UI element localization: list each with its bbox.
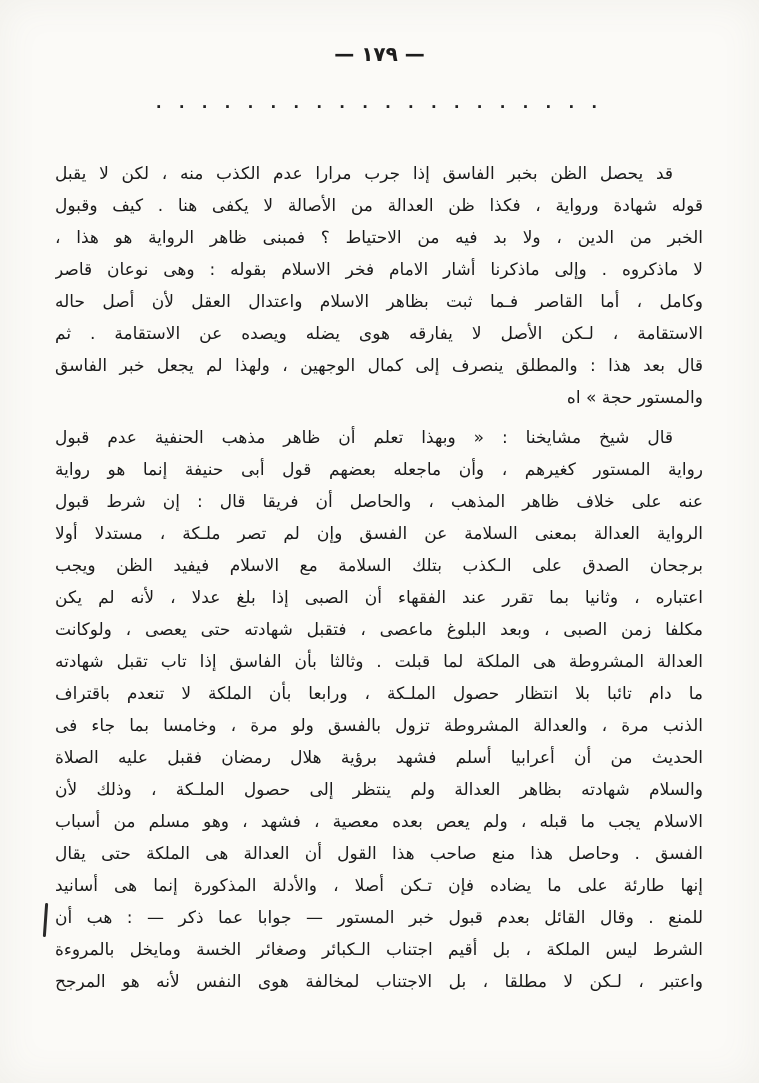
text-line: اعتباره ، وثانيا بما تقرر عند الفقهاء أن الصبى إذا بلغ عدلا ، لأنه لم يكن <box>55 588 703 608</box>
text-line: الرواية العدالة بمعنى السلامة عن الفسق وإن لم تصر ملـكة ، مستدلا أولا <box>55 524 703 544</box>
text-line: قال شيخ مشايخنا : « وبهذا تعلم أن ظاهر مذهب الحنفية عدم قبول <box>55 428 673 448</box>
text-line: الحديث من أن أعرابيا أسلم فشهد برؤية هلال رمضان فقبل عليه الصلاة <box>55 748 703 768</box>
paragraph <box>55 422 703 998</box>
paragraph <box>55 158 703 414</box>
dotted-separator: . . . . . . . . . . . . . . . . . . . . <box>155 94 604 112</box>
text-line: والسلام شهادته بظاهر العدالة ولم ينتظر إلى حصول الملـكة ، وذلك لأن <box>55 780 703 800</box>
text-line: الخبر من الدين ، ولا بد فيه من الاحتياط ؟ فمبنى ظاهر الرواية هو هذا ، <box>55 228 703 248</box>
text-line: الاستقامة ، لـكن الأصل لا يفارقه هوى يضله ويصده عن الاستقامة . ثم <box>55 324 703 344</box>
text-line: العدالة المشروطة هى الملكة لما قبلت . وثالثا بأن الفاسق إذا تاب تقبل شهادته <box>55 652 703 672</box>
body-text <box>55 158 703 1006</box>
text-line: الاسلام يجب ما قبله ، ولم يعص بعده معصية ، فشهد ، وهو مسلم من أسباب <box>55 812 703 832</box>
text-line: للمنع . وقال القائل بعدم قبول خبر المستور — جوابا عما ذكر — : هب أن <box>55 908 703 928</box>
margin-stray-mark <box>43 903 48 937</box>
text-line: لا ماذكروه . وإلى ماذكرنا أشار الامام فخر الاسلام بقوله : وهى نوعان قاصر <box>55 260 703 280</box>
text-line: قد يحصل الظن بخبر الفاسق إذا جرب مرارا عدم الكذب منه ، لكن لا يقبل <box>55 164 673 184</box>
text-line: ما دام تائبا بلا انتظار حصول الملـكة ، ورابعا بأن الملكة لا تنعدم باقتراف <box>55 684 703 704</box>
text-line: الشرط ليس الملكة ، بل أقيم اجتناب الـكبائر وصغائر الخسة ومايخل بالمروءة <box>55 940 703 960</box>
text-line: مكلفا زمن الصبى ، وبعد البلوغ ماعصى ، فتقبل شهادته حتى يعصى ، ولوكانت <box>55 620 703 640</box>
text-line: قوله شهادة ورواية ، فكذا ظن العدالة من الأصالة لا يكفى هنا . كيف وقبول <box>55 196 703 216</box>
page-number: — ١٧٩ — <box>334 42 425 66</box>
text-line: والمستور حجة » اه <box>566 388 703 408</box>
text-line: عنه على خلاف ظاهر المذهب ، والحاصل أن فريقا قال : إن شرط قبول <box>55 492 703 512</box>
text-line: وكامل ، أما القاصر فـما ثبت بظاهر الاسلام واعتدال العقل لأن أصل حاله <box>55 292 703 312</box>
text-line: رواية المستور كغيرهم ، وأن ماجعله بعضهم قول أبى حنيفة إنما هو رواية <box>55 460 703 480</box>
text-line: قال بعد هذا : والمطلق ينصرف إلى كمال الوجهين ، ولهذا لم يجعل خبر الفاسق <box>55 356 703 376</box>
text-line: الفسق . وحاصل هذا منع صاحب هذا القول أن العدالة هى الملكة حتى يقال <box>55 844 703 864</box>
text-line: الذنب مرة ، والعدالة المشروطة تزول بالفسق ولو مرة ، وخامسا بما جاء فى <box>55 716 703 736</box>
text-line: برجحان الصدق على الـكذب بتلك السلامة مع الاسلام فيفيد الظن ويجب <box>55 556 703 576</box>
text-line: إنها طارئة على ما يضاده فإن تـكن أصلا ، والأدلة المذكورة إنما هى أسانيد <box>55 876 703 896</box>
text-line: واعتبر ، لـكن لا مطلقا ، بل الاجتناب لمخالفة هوى النفس لأنه هو المرجح <box>55 972 703 992</box>
